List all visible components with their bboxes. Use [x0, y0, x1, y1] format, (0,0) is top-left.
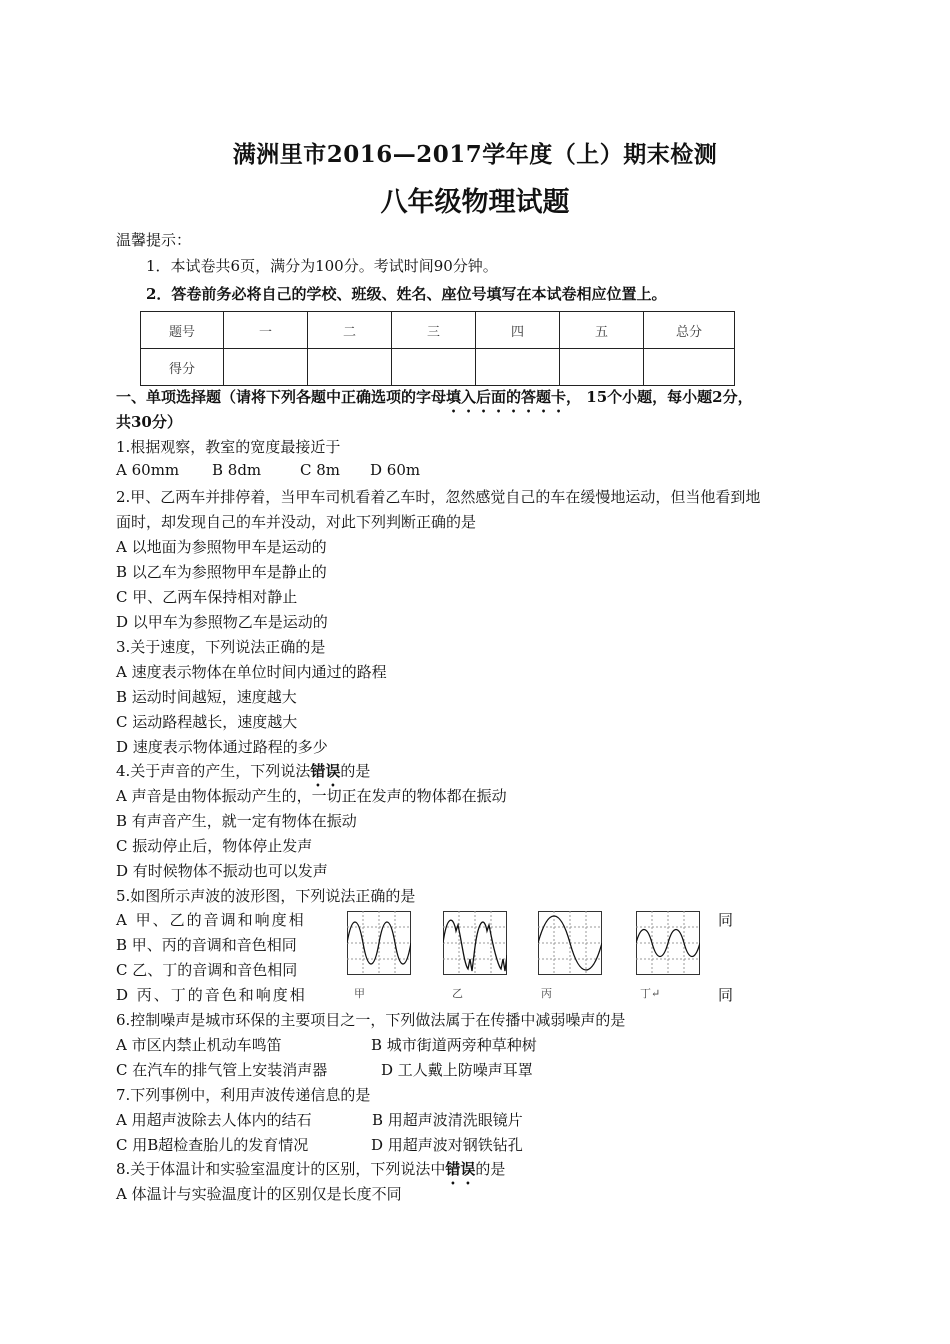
q1-stem: 1.根据观察，教室的宽度最接近于 — [116, 438, 341, 456]
q2-option-b: B 以乙车为参照物甲车是静止的 — [116, 563, 327, 581]
q5-option-c: C 乙、丁的音调和音色相同 — [116, 961, 298, 979]
q2-option-a: A 以地面为参照物甲车是运动的 — [116, 538, 327, 556]
q4-emphasis: 错误 — [310, 762, 341, 780]
q7-option-b: B 用超声波清洗眼镜片 — [372, 1111, 523, 1129]
notice-item-1: 1．本试卷共6页，满分为100分。考试时间90分钟。 — [146, 257, 498, 275]
q4-option-b: B 有声音产生，就一定有物体在振动 — [116, 812, 357, 830]
q3-option-c: C 运动路程越长，速度越大 — [116, 713, 298, 731]
waveform-label-bing: 丙 — [541, 987, 552, 1000]
q5-stem: 5.如图所示声波的波形图，下列说法正确的是 — [116, 887, 416, 905]
q7-option-c: C 用B超检查胎儿的发育情况 — [116, 1136, 309, 1154]
score-col: 二 — [308, 312, 392, 349]
score-col-total: 总分 — [644, 312, 735, 349]
section1-heading-cont: 共30分） — [116, 413, 182, 431]
q3-stem: 3.关于速度，下列说法正确的是 — [116, 638, 326, 656]
q6-options-row2 — [116, 1059, 533, 1080]
section1-heading: 一、单项选择题（请将下列各题中正确选项的字母填入后面的答题卡， 15个小题，每小题2分， — [116, 388, 753, 406]
q2-stem-cont: 面时，却发现自己的车并没动，对此下列判断正确的是 — [116, 513, 477, 531]
q2-option-c: C 甲、乙两车保持相对静止 — [116, 588, 298, 606]
q7-options-row1 — [116, 1109, 523, 1130]
q8-stem: 8.关于体温计和实验室温度计的区别，下列说法中错误的是 — [116, 1160, 506, 1178]
q3-option-d: D 速度表示物体通过路程的多少 — [116, 738, 328, 756]
q6-options-row1 — [116, 1034, 537, 1055]
score-col: 一 — [224, 312, 308, 349]
q7-options-row2 — [116, 1134, 523, 1155]
q1-options — [116, 461, 420, 479]
q2-option-d: D 以甲车为参照物乙车是运动的 — [116, 613, 328, 631]
score-table-row-scores — [141, 349, 735, 386]
q8-emphasis: 错误 — [445, 1160, 476, 1178]
score-cell-empty — [308, 349, 392, 386]
exam-title: 满洲里市2016—2017学年度（上）期末检测 — [232, 141, 718, 168]
q3-option-a: A 速度表示物体在单位时间内通过的路程 — [116, 663, 387, 681]
q7-option-a: A 用超声波除去人体内的结石 — [116, 1111, 312, 1129]
score-cell-empty — [224, 349, 308, 386]
q6-option-d: D 工人戴上防噪声耳罩 — [381, 1061, 533, 1079]
q6-option-a: A 市区内禁止机动车鸣笛 — [116, 1036, 282, 1054]
score-cell-label: 题号 — [141, 312, 224, 349]
score-cell-empty — [644, 349, 735, 386]
waveform-label-yi: 乙 — [452, 987, 463, 1000]
score-cell-empty — [392, 349, 476, 386]
notice-item-2: 2．答卷前务必将自己的学校、班级、姓名、座位号填写在本试卷相应位置上。 — [146, 285, 667, 303]
q6-stem: 6.控制噪声是城市环保的主要项目之一，下列做法属于在传播中减弱噪声的是 — [116, 1011, 626, 1029]
q3-option-b: B 运动时间越短，速度越大 — [116, 688, 297, 706]
score-table — [140, 311, 735, 386]
waveform-label-ding: 丁↵ — [640, 987, 661, 1000]
q4-option-d: D 有时候物体不振动也可以发声 — [116, 862, 328, 880]
q5-option-d: D 丙、丁的音色和响度相 — [116, 986, 307, 1004]
q5-option-a-end: 同 — [718, 911, 734, 929]
q4-option-a: A 声音是由物体振动产生的，一切正在发声的物体都在振动 — [116, 787, 507, 805]
score-cell-empty — [560, 349, 644, 386]
q6-option-c: C 在汽车的排气管上安装消声器 — [116, 1061, 328, 1079]
waveform-jia — [347, 911, 411, 975]
score-col: 五 — [560, 312, 644, 349]
section1-heading-emphasis: 填入后面的答题卡 — [446, 388, 567, 406]
score-col: 三 — [392, 312, 476, 349]
score-cell-empty — [476, 349, 560, 386]
score-col: 四 — [476, 312, 560, 349]
q1-option-c: C 8m — [300, 461, 341, 479]
waveform-yi — [443, 911, 507, 975]
exam-subtitle: 八年级物理试题 — [380, 187, 570, 218]
q8-option-a: A 体温计与实验温度计的区别仅是长度不同 — [116, 1185, 402, 1203]
q1-option-a: A 60mm — [116, 461, 180, 479]
q6-option-b: B 城市街道两旁种草种树 — [371, 1036, 537, 1054]
q7-option-d: D 用超声波对钢铁钻孔 — [371, 1136, 523, 1154]
score-table-row-header — [141, 312, 735, 349]
waveform-bing — [538, 911, 602, 975]
q5-option-a: A 甲、乙的音调和响度相 — [116, 911, 306, 929]
waveform-ding — [636, 911, 700, 975]
q4-option-c: C 振动停止后，物体停止发声 — [116, 837, 313, 855]
q1-option-b: B 8dm — [212, 461, 262, 479]
notice-label: 温馨提示： — [116, 231, 192, 249]
q5-option-d-end: 同 — [718, 986, 734, 1004]
q7-stem: 7.下列事例中，利用声波传递信息的是 — [116, 1086, 371, 1104]
q1-option-d: D 60m — [370, 461, 421, 479]
q2-stem: 2.甲、乙两车并排停着，当甲车司机看着乙车时，忽然感觉自己的车在缓慢地运动，但当他看到地 — [116, 488, 761, 506]
q5-option-b: B 甲、丙的音调和音色相同 — [116, 936, 297, 954]
q4-stem: 4.关于声音的产生，下列说法错误的是 — [116, 762, 371, 780]
score-cell-label: 得分 — [141, 349, 224, 386]
waveform-label-jia: 甲 — [354, 987, 365, 1000]
